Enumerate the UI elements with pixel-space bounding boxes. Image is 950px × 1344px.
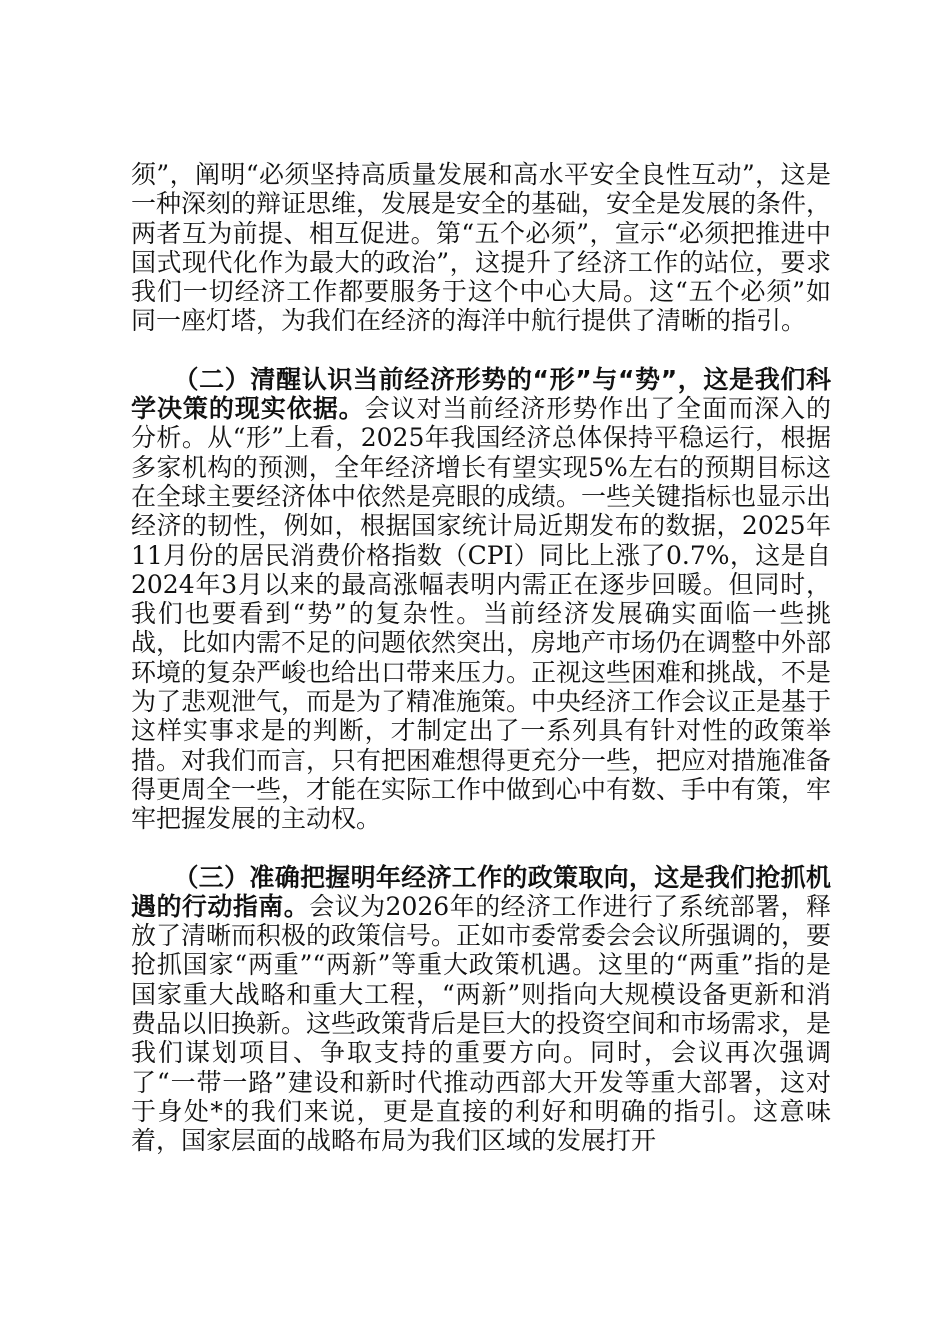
paragraph-section-3 xyxy=(131,863,831,1156)
paragraph-lead-heading: （三）准确把握明年经济工作的政策取向，这是我们抢抓机遇的行动指南。 xyxy=(131,862,831,921)
document-page xyxy=(131,160,831,1156)
paragraph-section-2 xyxy=(131,365,831,834)
paragraph-body: 会议为2026年的经济工作进行了系统部署，释放了清晰而积极的政策信号。正如市委常委会会议所强调的，要抢抓国家“两重”“两新”等重大政策机遇。这里的“两重”指的是国家重大战略和重大工程，“两新”则指向大规模设备更新和消费品以旧换新。这些政策背后是巨大的投资空间和市场需求，是我们谋划项目、争取支持的重要方向。同时，会议再次强调了“一带一路”建设和新时代推动西部大开发等重大部署，这对于身处*的我们来说，更是直接的利好和明确的指引。这意味着，国家层面的战略布局为我们区域的发展打开 xyxy=(131,891,832,1156)
paragraph-body: 会议对当前经济形势作出了全面而深入的分析。从“形”上看，2025年我国经济总体保持平稳运行，根据多家机构的预测，全年经济增长有望实现5%左右的预期目标这在全球主要经济体中依然是亮眼的成绩。一些关键指标也显示出经济的韧性，例如，根据国家统计局近期发布的数据，2025年11月份的居民消费价格指数（CPI）同比上涨了0.7%，这是自2024年3月以来的最高涨幅表明内需正在逐步回暖。但同时，我们也要看到“势”的复杂性。当前经济发展确实面临一些挑战，比如内需不足的问题依然突出，房地产市场仍在调整中外部环境的复杂严峻也给出口带来压力。正视这些困难和挑战，不是为了悲观泄气，而是为了精准施策。中央经济工作会议正是基于这样实事求是的判断，才制定出了一系列具有针对性的政策举措。对我们而言，只有把困难想得更充分一些，把应对措施准备得更周全一些，才能在实际工作中做到心中有数、手中有策，牢牢把握发展的主动权。 xyxy=(131,394,832,834)
paragraph-body: 须”，阐明“必须坚持高质量发展和高水平安全良性互动”，这是一种深刻的辩证思维，发展是安全的基础，安全是发展的条件，两者互为前提、相互促进。第“五个必须”，宣示“必须把推进中国式现代化作为最大的政治”，这提升了经济工作的站位，要求我们一切经济工作都要服务于这个中心大局。这“五个必须”如同一座灯塔，为我们在经济的海洋中航行提供了清晰的指引。 xyxy=(131,160,832,336)
paragraph-lead-heading: （二）清醒认识当前经济形势的“形”与“势”，这是我们科学决策的现实依据。 xyxy=(131,364,831,424)
paragraph-continuation xyxy=(131,160,831,336)
